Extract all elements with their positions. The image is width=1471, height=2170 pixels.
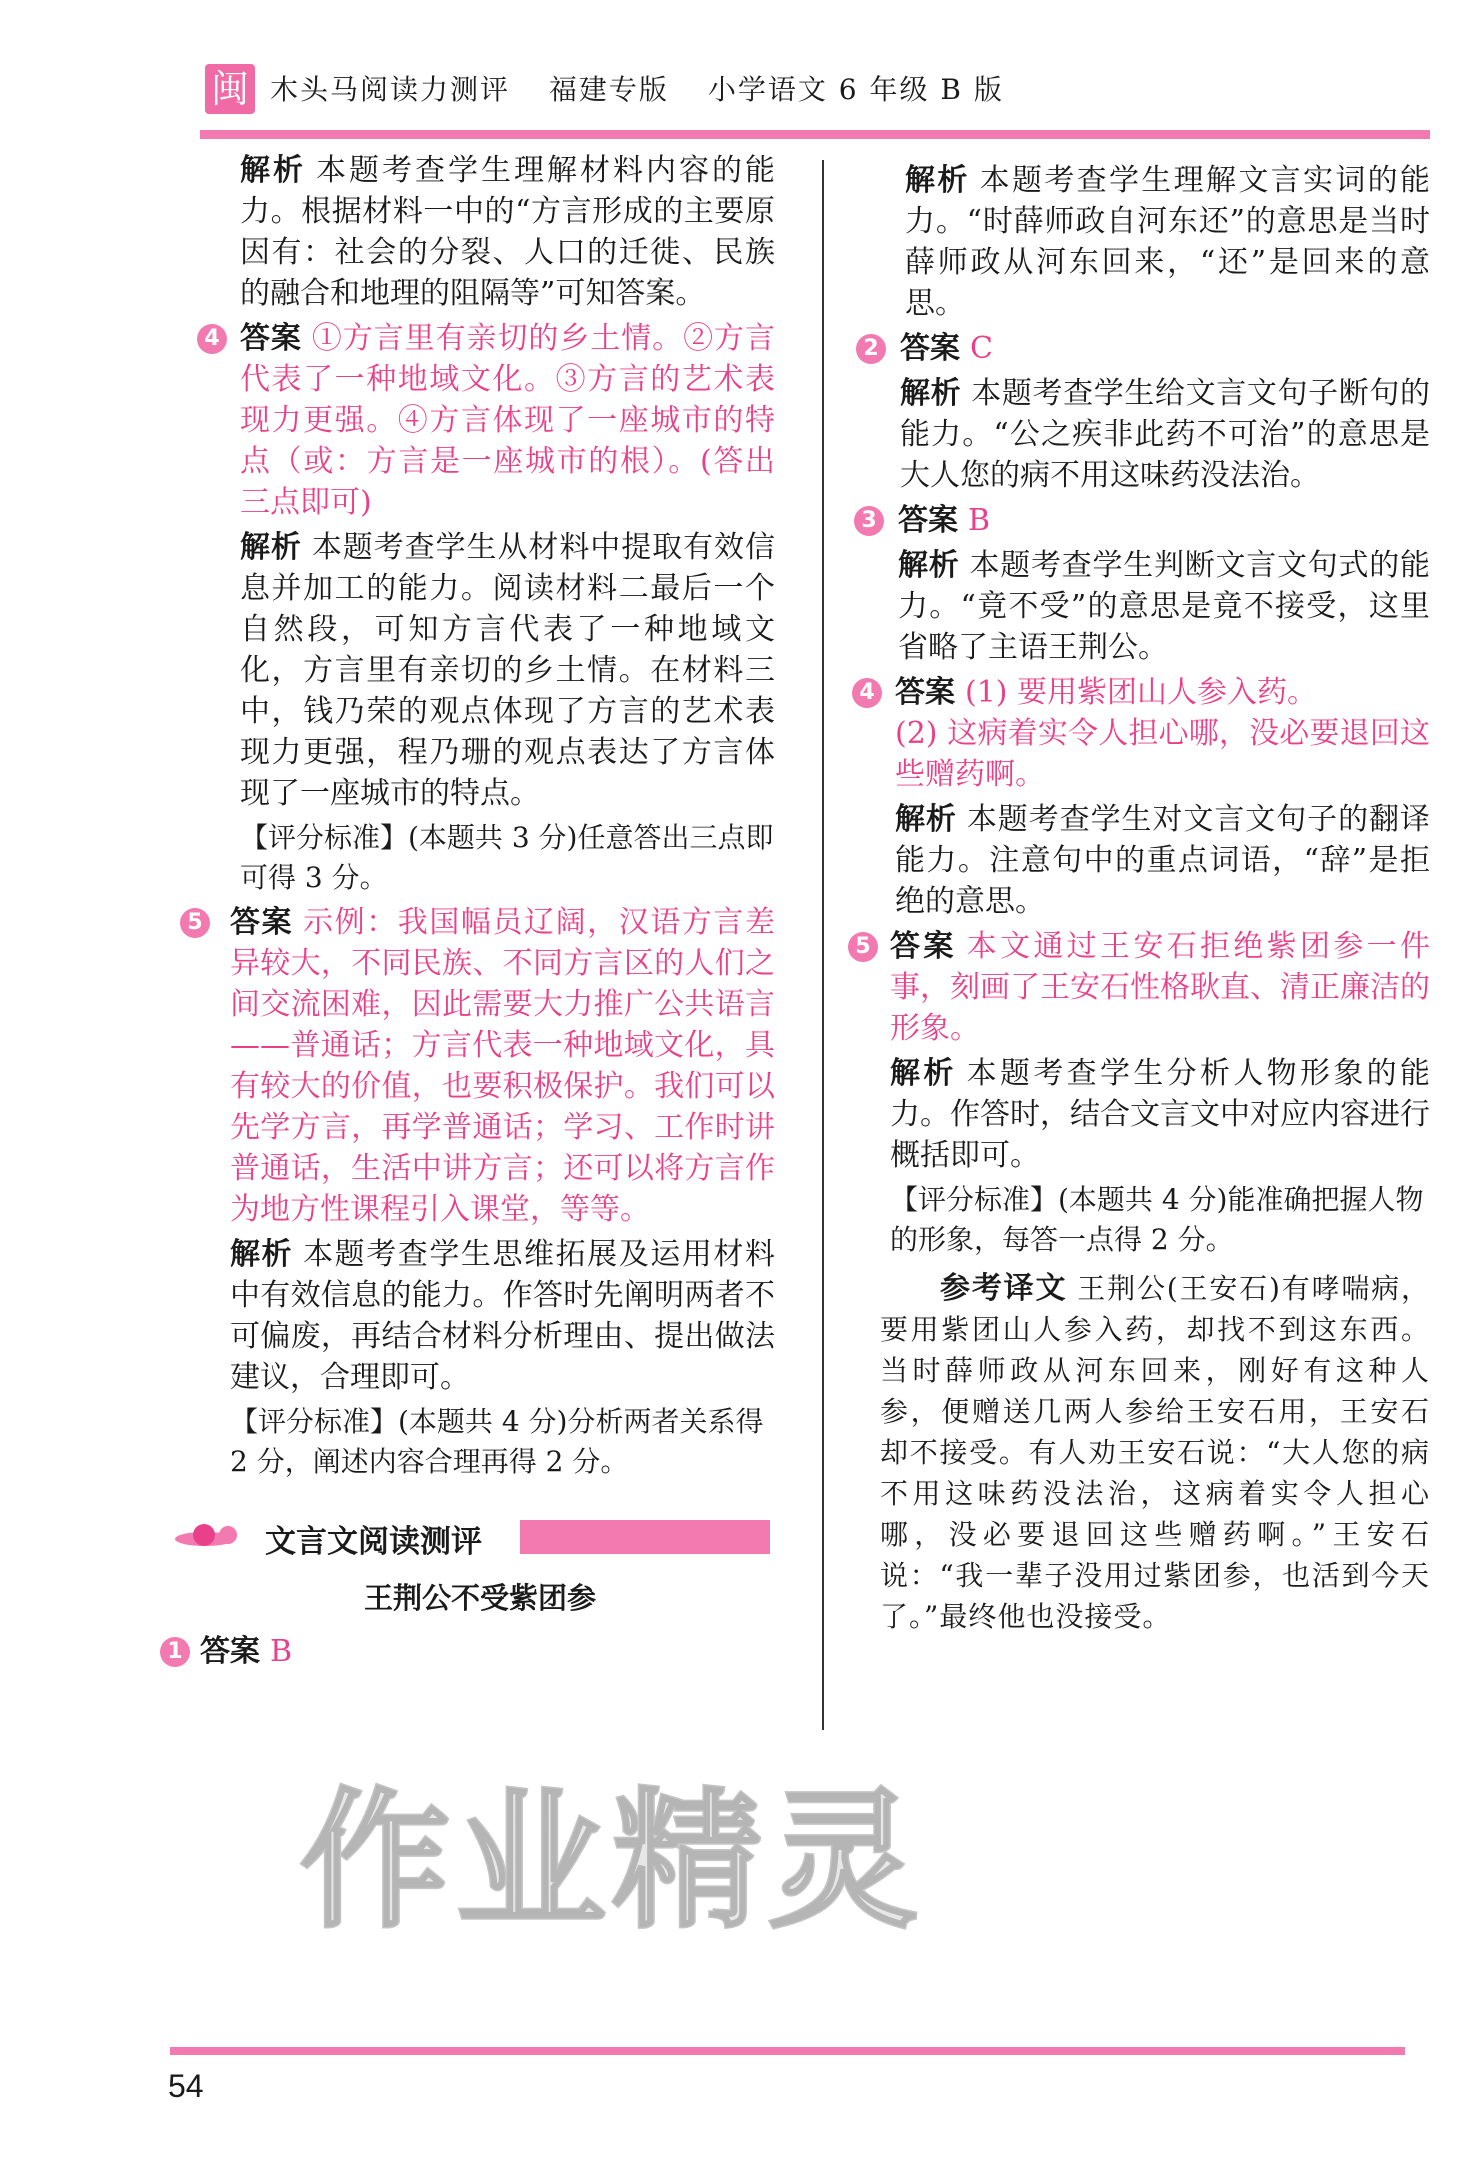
q5-answer — [230, 902, 775, 1230]
answer-text-1: (1) 要用紫团山人参入药。 — [965, 675, 1318, 710]
analysis-text: 本题考查学生理解文言实词的能力。“时薛师政自河东还”的意思是当时薛师政从河东回来，“还”是回来的意思。 — [905, 163, 1431, 321]
q4-scoring: 【评分标准】(本题共 3 分)任意答出三点即可得 3 分。 — [240, 821, 774, 894]
question-number-badge: 1 — [160, 1637, 190, 1667]
q4-answer — [240, 318, 775, 523]
q4-analysis — [240, 527, 775, 814]
s4-analysis — [895, 799, 1430, 922]
translation-label: 参考译文 — [940, 1271, 1068, 1306]
question-number-badge: 5 — [848, 932, 878, 962]
q4-block — [180, 318, 775, 898]
region-logo: 闽 — [205, 64, 255, 114]
left-column — [167, 150, 775, 1676]
right-column — [855, 160, 1431, 1637]
s2-answer — [900, 328, 1430, 369]
answer-text: B — [968, 503, 991, 538]
analysis-label: 解析 — [898, 548, 960, 583]
answer-label: 答案 — [200, 1634, 260, 1669]
section-title: 文言文阅读测评 — [265, 1524, 482, 1560]
analysis-label: 解析 — [240, 153, 306, 188]
translation-text: 王荆公(王安石)有哮喘病，要用紫团山人参入药，却找不到这东西。当时薛师政从河东回来，刚好有这种人参，便赠送几两人参给王安石用，王安石却不接受。有人劝王安石说：“大人您的病不用这味药没法治，这病着实令人担心哪，没必要退回这些赠药啊。”王安石说：“我一辈子没用过紫团参，也活到今天了。”最终他也没接受。 — [880, 1272, 1431, 1633]
column-divider — [822, 160, 824, 1730]
page-header — [200, 62, 1430, 142]
s3-analysis — [898, 545, 1430, 668]
question-number-badge: 3 — [854, 506, 884, 536]
s5-analysis — [890, 1053, 1430, 1176]
s1-analysis — [870, 160, 1430, 324]
q3-analysis — [180, 150, 775, 314]
s2-analysis — [900, 373, 1430, 496]
answer-label: 答案 — [900, 331, 960, 366]
page-number: 54 — [168, 2068, 204, 2104]
s5-scoring: 【评分标准】(本题共 4 分)能准确把握人物的形象，每答一点得 2 分。 — [890, 1183, 1424, 1256]
analysis-text: 本题考查学生对文言文句子的翻译能力。注意句中的重点词语，“辞”是拒绝的意思。 — [895, 802, 1430, 919]
story-title: 王荆公不受紫团参 — [363, 1581, 596, 1615]
s5-block — [855, 926, 1431, 1260]
analysis-label: 解析 — [900, 376, 962, 411]
answer-label: 答案 — [890, 929, 957, 964]
answer-text: B — [270, 1634, 293, 1669]
s3-block — [861, 500, 1430, 668]
subject-name: 小学语文 6 年级 B 版 — [707, 73, 1004, 106]
section-heading — [175, 1512, 775, 1564]
analysis-label: 解析 — [230, 1237, 294, 1272]
q5-analysis — [230, 1234, 775, 1398]
analysis-text: 本题考查学生从材料中提取有效信息并加工的能力。阅读材料二最后一个自然段，可知方言代表了一种地域文化，方言里有亲切的乡土情。在材料三中，钱乃荣的观点体现了方言的艺术表现力更强，程乃珊的观点表达了方言体现了一座城市的特点。 — [240, 530, 775, 811]
analysis-text: 本题考查学生判断文言文句式的能力。“竟不受”的意思是竟不接受，这里省略了主语王荆公。 — [898, 548, 1430, 665]
analysis-text: 本题考查学生理解材料内容的能力。根据材料一中的“方言形成的主要原因有：社会的分裂、人口的迁徙、民族的融合和地理的阻隔等”可知答案。 — [240, 153, 775, 311]
answer-text-2: (2) 这病着实令人担心哪，没必要退回这些赠药啊。 — [895, 716, 1430, 792]
analysis-text: 本题考查学生给文言文句子断句的能力。“公之疾非此药不可治”的意思是大人您的病不用这味药没法治。 — [900, 376, 1430, 493]
header-title — [270, 68, 1032, 108]
analysis-label: 解析 — [890, 1056, 957, 1091]
bookmark-icon — [175, 1524, 255, 1550]
section-heading-bar — [520, 1520, 770, 1554]
footer-rule — [170, 2047, 1405, 2055]
question-number-badge: 5 — [180, 908, 210, 938]
s1-block — [165, 1631, 775, 1672]
analysis-text: 本题考查学生分析人物形象的能力。作答时，结合文言文中对应内容进行概括即可。 — [890, 1056, 1431, 1173]
question-number-badge: 4 — [852, 678, 882, 708]
analysis-text: 本题考查学生思维拓展及运用材料中有效信息的能力。作答时先阐明两者不可偏废，再结合材料分析理由、提出做法建议，合理即可。 — [230, 1237, 775, 1395]
s2-block — [863, 328, 1430, 496]
q5-block — [175, 902, 775, 1482]
answer-label: 答案 — [895, 675, 955, 710]
answer-text: 本文通过王安石拒绝紫团参一件事，刻画了王安石性格耿直、清正廉洁的形象。 — [890, 929, 1431, 1046]
q5-scoring: 【评分标准】(本题共 4 分)分析两者关系得 2 分，阐述内容合理再得 2 分。 — [230, 1405, 764, 1478]
analysis-label: 解析 — [895, 802, 957, 837]
header-rule — [200, 130, 1430, 139]
reference-translation — [880, 1268, 1430, 1637]
answer-label: 答案 — [230, 905, 294, 940]
s4-block — [859, 672, 1430, 922]
answer-text: 示例：我国幅员辽阔，汉语方言差异较大，不同民族、不同方言区的人们之间交流困难，因此需要大力推广公共语言——普通话；方言代表一种地域文化，具有较大的价值，也要积极保护。我们可以先学方言，再学普通话；学习、工作时讲普通话，生活中讲方言；还可以将方言作为地方性课程引入课堂，等等。 — [230, 905, 775, 1227]
analysis-label: 解析 — [905, 163, 970, 198]
s4-answer — [895, 672, 1430, 795]
answer-text: C — [970, 331, 993, 366]
answer-text: ①方言里有亲切的乡土情。②方言代表了一种地域文化。③方言的艺术表现力更强。④方言体现了一座城市的特点（或：方言是一座城市的根）。(答出三点即可) — [240, 321, 775, 520]
answer-label: 答案 — [240, 321, 302, 356]
analysis-label: 解析 — [240, 530, 302, 565]
question-number-badge: 4 — [197, 324, 227, 354]
series-name: 木头马阅读力测评 — [270, 73, 511, 106]
question-number-badge: 2 — [856, 334, 886, 364]
s1-answer — [200, 1631, 775, 1672]
edition-name: 福建专版 — [548, 73, 669, 106]
watermark: 作业精灵 — [300, 1775, 925, 1949]
answer-label: 答案 — [898, 503, 958, 538]
s5-answer — [890, 926, 1430, 1049]
s3-answer — [898, 500, 1430, 541]
